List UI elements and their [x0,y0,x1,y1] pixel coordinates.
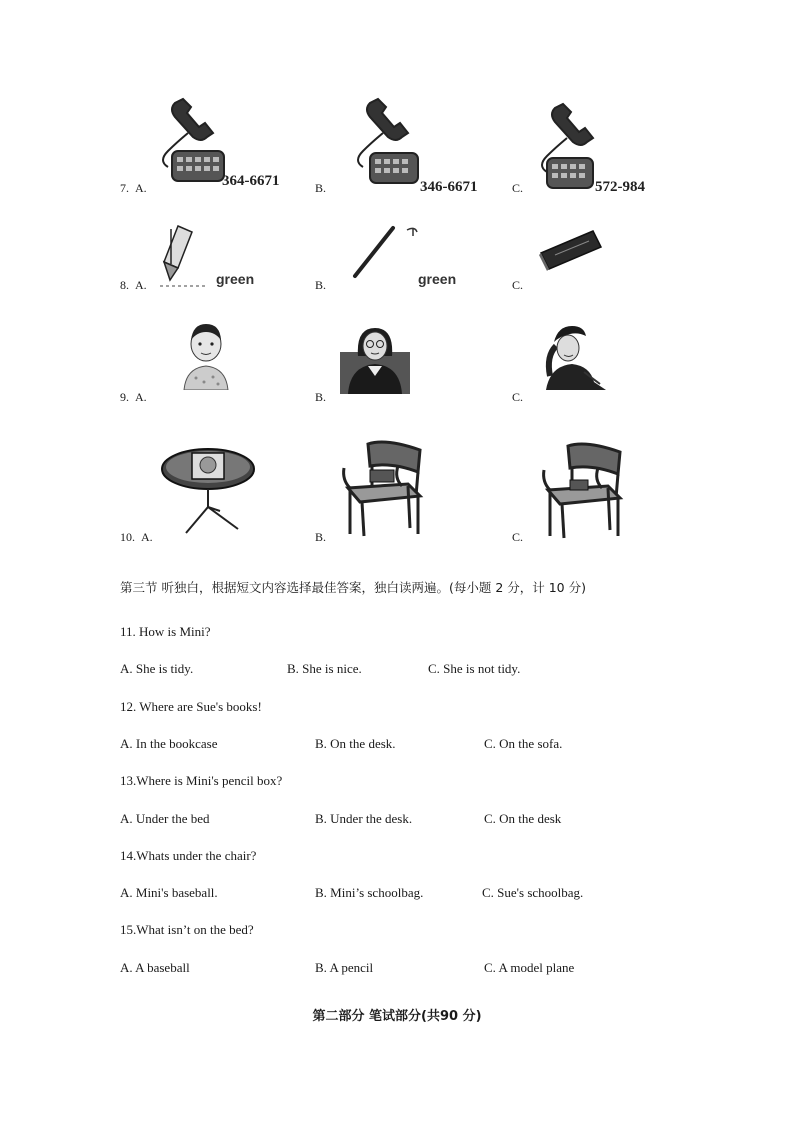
q11-option-c: C. She is not tidy. [428,661,521,676]
q8-option-c-label: C. [512,278,524,292]
part2-title: 第二部分 笔试部分(共90 分) [312,1009,482,1024]
q13-option-c: C. On the desk [484,811,562,826]
q12-option-c: C. On the sofa. [484,736,563,751]
chair-icon [344,442,420,536]
telephone-icon [358,99,418,183]
telephone-b-image [345,95,495,195]
pencil-icon [164,226,192,280]
chair-with-box-on-image [538,440,628,540]
phone-number-c: 572-984 [595,179,645,195]
section3-title: 第三节 听独白，根据短文内容选择最佳答案，独白读两遍。(每小题 2 分，计 10 分) [120,580,586,595]
q15-option-c: C. A model plane [484,960,575,975]
q12-option-b: B. On the desk. [315,736,396,751]
round-table-icon [162,449,254,533]
q15-option-a: A. A baseball [120,960,190,975]
q8-option-b-label: B. [315,278,327,292]
q12-option-a: A. In the bookcase [120,736,218,751]
q11-option-b: B. She is nice. [287,661,362,676]
box-icon [570,480,588,490]
q9-option-b-label: B. [315,390,327,404]
q10-number: 10. [120,530,135,544]
q13-option-b: B. Under the desk. [315,811,413,826]
boy-icon [184,324,228,390]
pencil-image [150,220,270,292]
question-12: 12. Where are Sue's books! [120,699,262,714]
pen-image [345,222,475,292]
eraser-icon [539,231,601,271]
question-11: 11. How is Mini? [120,624,211,639]
telephone-c-image [535,100,670,200]
telephone-a-image [150,95,300,195]
box-icon [370,470,394,482]
q8-number: 8. [120,278,129,292]
question-15: 15.What isn’t on the bed? [120,922,254,937]
q14-option-b: B. Mini’s schoolbag. [315,885,424,900]
q9-option-c-label: C. [512,390,524,404]
telephone-icon [542,104,593,188]
q7-option-b-label: B. [315,181,327,195]
table-with-book-image [158,445,258,540]
boy-portrait-image [180,322,232,390]
color-caption-a: green [216,271,255,287]
pen-icon [355,228,417,276]
q7-option-a-label: A. [135,181,147,195]
eraser-image [535,225,610,275]
q8-option-a-label: A. [135,278,147,292]
chair-icon [544,444,620,538]
phone-number-b: 346-6671 [420,179,478,195]
phone-number-a: 364-6671 [222,173,280,189]
chair-with-box-under-image [338,438,428,538]
question-14: 14.Whats under the chair? [120,848,257,863]
q11-option-a: A. She is tidy. [120,661,194,676]
q7-number: 7. [120,181,129,195]
woman-glasses-portrait-image [340,322,410,394]
q10-option-c-label: C. [512,530,524,544]
q14-option-c: C. Sue's schoolbag. [482,885,584,900]
girl-hat-portrait-image [540,322,608,390]
q9-option-a-label: A. [135,390,147,404]
telephone-icon [163,99,224,181]
question-13: 13.Where is Mini's pencil box? [120,773,283,788]
q13-option-a: A. Under the bed [120,811,210,826]
color-caption-b: green [418,271,457,287]
q14-option-a: A. Mini's baseball. [120,885,218,900]
q15-option-b: B. A pencil [315,960,374,975]
q10-option-a-label: A. [141,530,153,544]
q7-option-c-label: C. [512,181,524,195]
q9-number: 9. [120,390,129,404]
q10-option-b-label: B. [315,530,327,544]
